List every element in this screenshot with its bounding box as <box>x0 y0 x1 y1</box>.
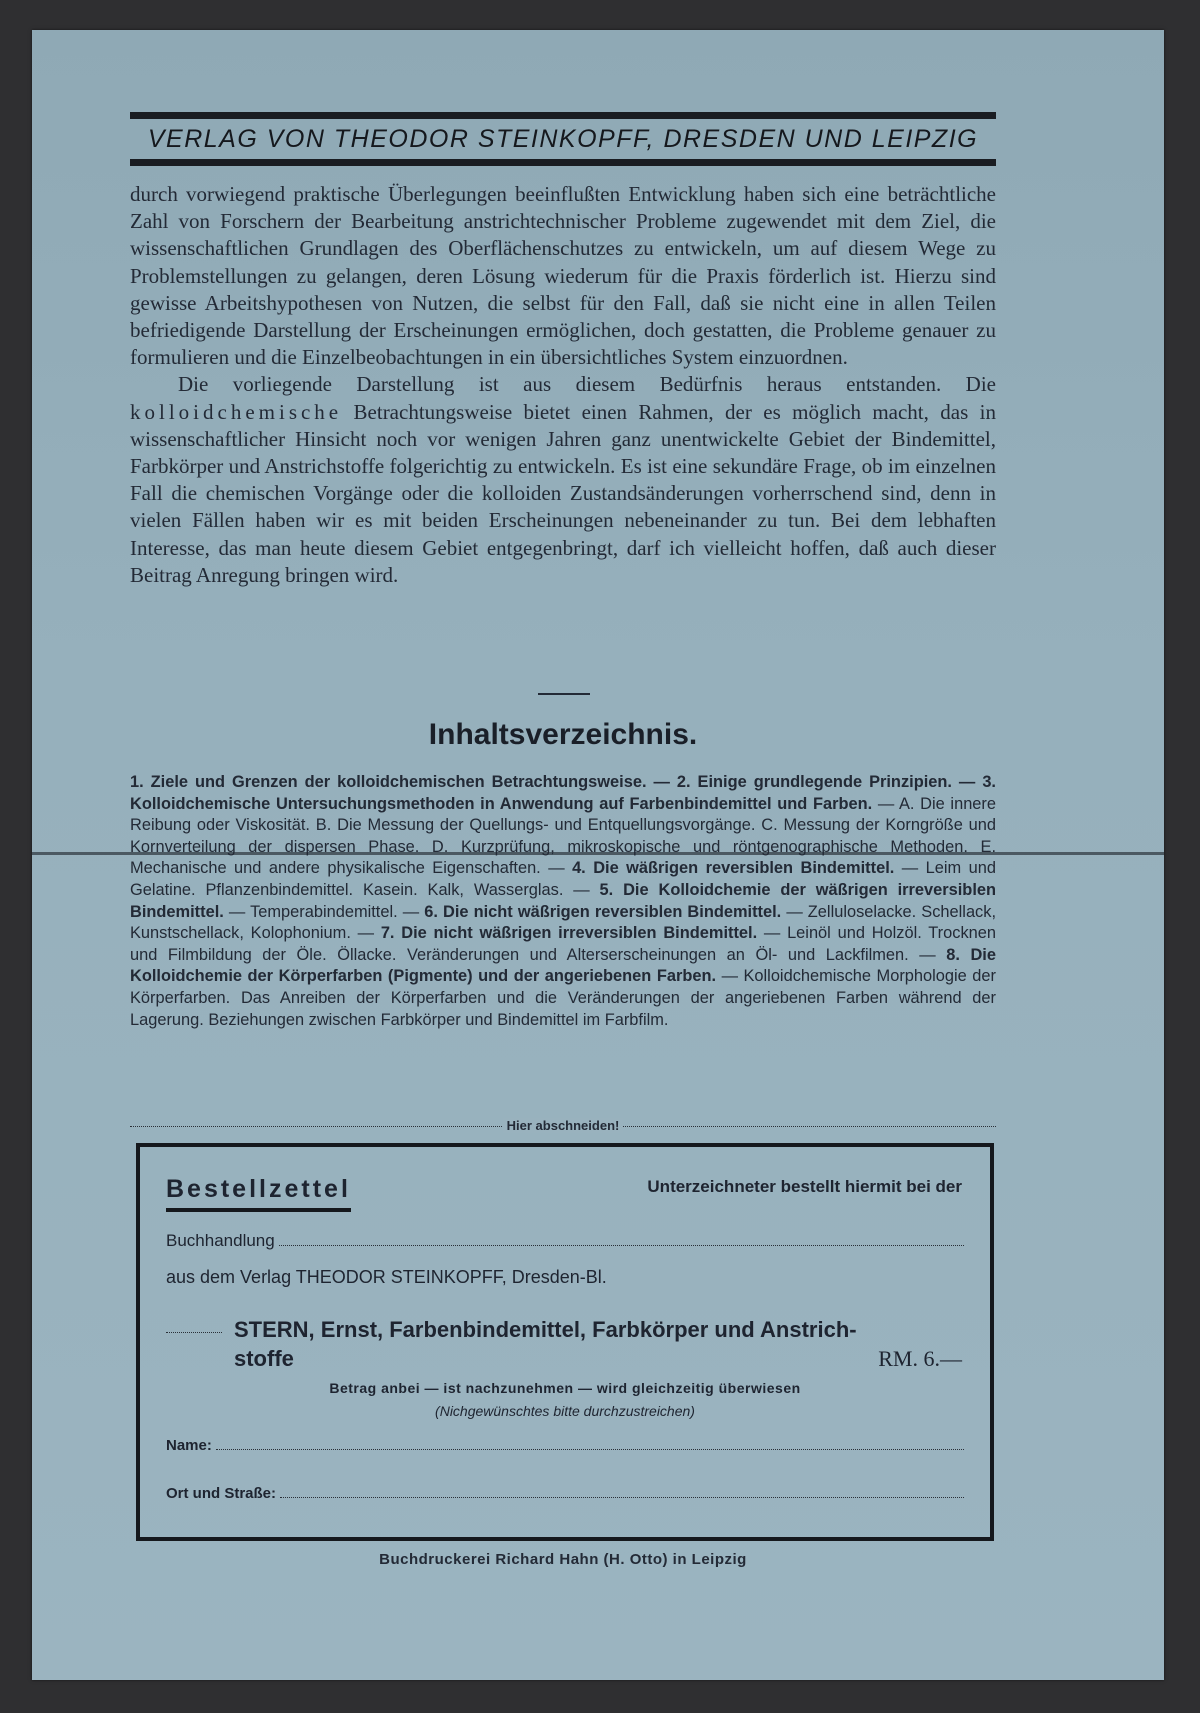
name-field[interactable] <box>166 1437 964 1454</box>
publisher-name: VERLAG VON THEODOR STEINKOPFF, DRESDEN UND LEIPZIG <box>147 125 979 153</box>
order-intro: Unterzeichneter bestellt hiermit bei der <box>647 1177 962 1196</box>
body-text <box>130 181 996 589</box>
paragraph-2: Die vorliegende Darstellung ist aus diesem Bedürfnis heraus entstanden. Die kolloidchemische Betrachtungsweise bietet einen Rahmen, der es möglich macht, das in wissenschaftlicher Hinsicht noch vor wenigen Jahren ganz unentwickelte Gebiet der Bindemittel, Farbkörper und Anstrichstoffe folgerichtig zu entwickeln. Es ist eine sekundäre Frage, ob im einzelnen Fall die chemischen Vorgänge oder die kolloiden Zustandsänderungen vorherrschend sind, denn in vielen Fällen haben wir es mit beiden Erscheinungen nebeneinander zu tun. Bei dem lebhaften Interesse, das man heute diesem Gebiet entgegenbringt, darf ich vielleicht hoffen, daß auch dieser Beitrag Anregung bringen wird. <box>130 372 996 587</box>
table-of-contents: 1. Ziele und Grenzen der kolloidchemischen Betrachtungsweise. — 2. Einige grundlegende Prinzipien. — 3. Kolloidchemische Untersuchungsmethoden in Anwendung auf Farbenbindemittel und Farben. — A. Die innere Reibung oder Viskosität. B. Die Messung der Quellungs- und Entquellungsvorgänge. C. Messung der Korngröße und Kornverteilung der dispersen Phase. D. Kurzprüfung, mikroskopische und röntgenographische Methoden. E. Mechanische und andere physikalische Eigenschaften. — 4. Die wäßrigen reversiblen Bindemittel. — Leim und Gelatine. Pflanzenbindemittel. Kasein. Kalk, Wasserglas. — 5. Die Kolloidchemie der wäßrigen irreversiblen Bindemittel. — Temperabindemittel. — 6. Die nicht wäßrigen reversiblen Bindemittel. — Zelluloselacke. Schellack, Kunstschellack, Kolophonium. — 7. Die nicht wäßrigen irreversiblen Bindemittel. — Leinöl und Holzöl. Trocknen und Filmbildung der Öle. Öllacke. Veränderungen und Alterserscheinungen an Öl- und Lackfilmen. — 8. Die Kolloidchemie der Körperfarben (Pigmente) und der angeriebenen Farben. — Kolloidchemische Morphologie der Körperfarben. Das Anreiben der Körperfarben und die Veränderungen der angeriebenen Farben während der Lagerung. Beziehungen zwischen Farbkörper und Bindemittel im Farbfilm. <box>130 773 997 1029</box>
printer-imprint: Buchdruckerei Richard Hahn (H. Otto) in Leipzig <box>379 1551 747 1568</box>
book-title-line-1: STERN, Ernst, Farbenbindemittel, Farbkörper und Anstrich- <box>234 1317 857 1342</box>
cut-line <box>130 1117 996 1137</box>
address-field[interactable] <box>166 1485 964 1502</box>
book-entry <box>166 1315 962 1373</box>
name-label: Name: <box>166 1437 212 1454</box>
emphasized-word: kolloidchemische <box>130 399 343 424</box>
publisher-header <box>130 112 996 166</box>
quantity-field[interactable] <box>166 1332 222 1333</box>
payment-options[interactable]: Betrag anbei — ist nachzunehmen — wird gleichzeitig überwiesen <box>329 1380 801 1396</box>
cut-label: Hier abschneiden! <box>503 1118 624 1133</box>
publisher-line: aus dem Verlag THEODOR STEINKOPFF, Dresden-Bl. <box>166 1267 607 1287</box>
address-label: Ort und Straße: <box>166 1485 277 1502</box>
section-divider <box>538 693 590 695</box>
bookshop-label: Buchhandlung <box>166 1231 275 1250</box>
order-form <box>136 1143 994 1541</box>
book-title-line-2: stoffe <box>234 1346 294 1371</box>
payment-note: (Nichgewünschtes bitte durchzustreichen) <box>435 1403 695 1419</box>
book-price: RM. 6.— <box>878 1346 962 1371</box>
paragraph-1: durch vorwiegend praktische Überlegungen beeinflußten Entwicklung haben sich eine beträchtliche Zahl von Forschern der Bearbeitung anstrichtechnischer Probleme zugewendet mit dem Ziel, die wissenschaftlichen Grundlagen des Oberflächenschutzes zu entwickeln, um auf diesem Wege zu Problemstellungen zu gelangen, deren Lösung wiederum für die Praxis förderlich ist. Hierzu sind gewisse Arbeitshypothesen von Nutzen, die selbst für den Fall, daß sie nicht eine in allen Teilen befriedigende Darstellung der Erscheinungen ermöglichen, doch gestatten, die Probleme genauer zu formulieren und die Einzelbeobachtungen in ein übersichtliches System einzuordnen. <box>130 182 996 370</box>
order-form-title: Bestellzettel <box>166 1175 351 1212</box>
toc-title: Inhaltsverzeichnis. <box>428 718 698 751</box>
bookshop-field[interactable] <box>166 1231 964 1251</box>
